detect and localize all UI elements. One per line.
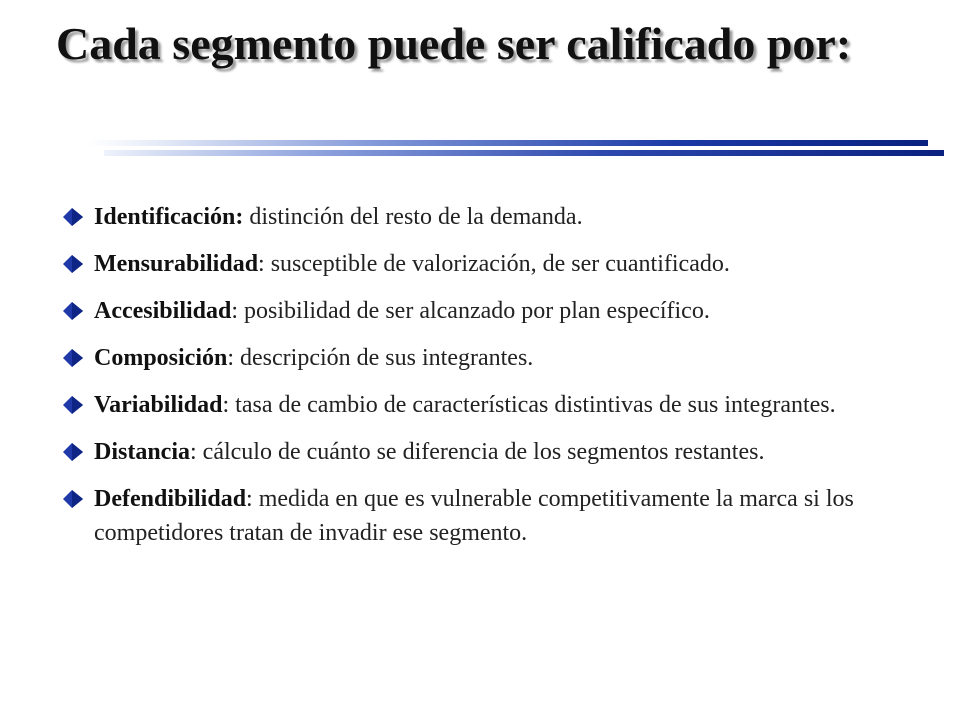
item-term: Accesibilidad (94, 298, 232, 324)
item-definition: : tasa de cambio de características distintivas de sus integrantes. (222, 392, 836, 418)
item-definition: : medida en que es vulnerable competitivamente la marca si los competidores tratan de invadir ese segmento. (94, 486, 854, 546)
list-item-variabilidad (60, 388, 910, 422)
item-term: Distancia (94, 439, 190, 465)
item-definition: : posibilidad de ser alcanzado por plan específico. (231, 298, 710, 324)
diamond-bullet-icon (60, 441, 86, 463)
list-item-mensurabilidad (60, 247, 910, 281)
diamond-bullet-icon (60, 347, 86, 369)
diamond-bullet-icon (60, 300, 86, 322)
slide-title: Cada segmento puede ser calificado por: (56, 18, 852, 69)
list-item-distancia (60, 435, 910, 469)
diamond-bullet-icon (60, 253, 86, 275)
item-term: Identificación: (94, 204, 244, 230)
diamond-bullet-icon (60, 394, 86, 416)
title-underline-upper (88, 140, 928, 146)
item-definition: : cálculo de cuánto se diferencia de los segmentos restantes. (190, 439, 765, 465)
item-definition: : descripción de sus integrantes. (227, 345, 534, 371)
item-definition: : susceptible de valorización, de ser cuantificado. (258, 251, 730, 277)
list-item-identificacion (60, 200, 910, 234)
bullet-list (60, 200, 910, 563)
title-underline-lower (104, 150, 944, 156)
list-item-defendibilidad (60, 482, 910, 550)
item-term: Variabilidad (94, 392, 223, 418)
list-item-accesibilidad (60, 294, 910, 328)
item-term: Defendibilidad (94, 486, 247, 512)
item-term: Composición (94, 345, 228, 371)
item-term: Mensurabilidad (94, 251, 259, 277)
list-item-composicion (60, 341, 910, 375)
diamond-bullet-icon (60, 206, 86, 228)
item-definition: distinción del resto de la demanda. (243, 204, 583, 230)
diamond-bullet-icon (60, 488, 86, 510)
